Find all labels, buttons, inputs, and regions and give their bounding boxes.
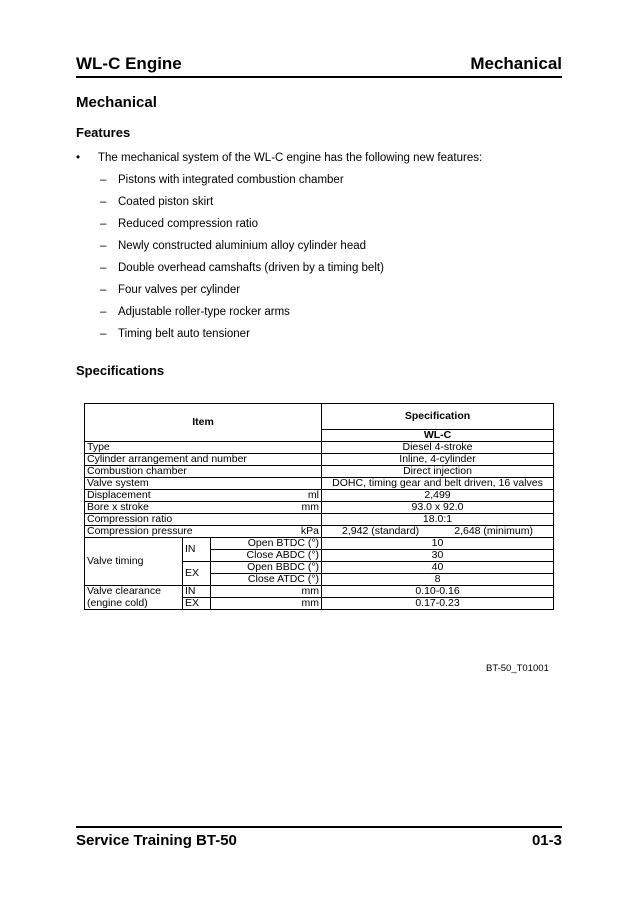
table-header-row <box>85 404 554 430</box>
col-spec-header: Specification <box>322 404 554 430</box>
page-number: 01-3 <box>531 832 562 849</box>
page-header <box>76 52 562 78</box>
list-item: – Adjustable roller-type rocker arms <box>100 306 290 318</box>
table-row: Compression pressure kPa 2,942 (standard) 2,648 (minimum) <box>85 526 554 538</box>
table-row: Valve timing IN Open BTDC (°) 10 <box>85 538 554 550</box>
table-id: BT-50_T01001 <box>486 663 549 674</box>
dash-icon: – <box>100 328 107 340</box>
features-heading: Features <box>76 125 131 140</box>
list-item: – Four valves per cylinder <box>100 284 241 296</box>
dash-icon: – <box>100 240 107 252</box>
unit: mm <box>211 598 322 610</box>
dash-icon: – <box>100 262 107 274</box>
dash-icon: – <box>100 306 107 318</box>
table-row: Valve clearance IN mm 0.10-0.16 <box>85 586 554 598</box>
table-row: Valve system DOHC, timing gear and belt driven, 16 valves <box>85 478 554 490</box>
table-row: Close ATDC (°) 8 <box>85 574 554 586</box>
page-footer <box>76 826 562 849</box>
col-variant-header: WL-C <box>322 430 554 442</box>
dash-icon: – <box>100 284 107 296</box>
specifications-heading: Specifications <box>76 363 165 378</box>
table-row: (engine cold) EX mm 0.17-0.23 <box>85 598 554 610</box>
table-row: Type Diesel 4-stroke <box>85 442 554 454</box>
unit: mm <box>211 502 322 514</box>
list-item: – Pistons with integrated combustion chamber <box>100 174 344 186</box>
valve-timing-label: Valve timing <box>85 538 183 586</box>
table-row: Compression ratio 18.0:1 <box>85 514 554 526</box>
features-intro <box>76 152 482 164</box>
bullet-icon: • <box>76 152 81 164</box>
header-title: WL-C Engine <box>76 54 182 73</box>
header-chapter: Mechanical <box>470 54 562 73</box>
dash-icon: – <box>100 196 107 208</box>
unit: ml <box>211 490 322 502</box>
list-item: – Double overhead camshafts (driven by a timing belt) <box>100 262 384 274</box>
list-item: – Newly constructed aluminium alloy cylinder head <box>100 240 367 252</box>
unit: kPa <box>211 526 322 538</box>
footer-title: Service Training BT-50 <box>76 832 237 849</box>
list-item: – Timing belt auto tensioner <box>100 328 250 340</box>
pressure-minimum: 2,648 (minimum) <box>454 525 534 537</box>
dash-icon: – <box>100 174 107 186</box>
specifications-table <box>84 403 554 610</box>
table-row: Cylinder arrangement and number Inline, 4-cylinder <box>85 454 554 466</box>
features-intro-text: The mechanical system of the WL-C engine has the following new features: <box>98 152 483 164</box>
dash-icon: – <box>100 218 107 230</box>
list-item: – Reduced compression ratio <box>100 218 258 230</box>
table-row: EX Open BBDC (°) 40 <box>85 562 554 574</box>
pressure-standard: 2,942 (standard) <box>342 525 420 537</box>
table-row: Combustion chamber Direct injection <box>85 466 554 478</box>
section-title: Mechanical <box>76 94 157 111</box>
list-item: – Coated piston skirt <box>100 196 214 208</box>
table-row: Displacement ml 2,499 <box>85 490 554 502</box>
table-row: Close ABDC (°) 30 <box>85 550 554 562</box>
table-row: Bore x stroke mm 93.0 x 92.0 <box>85 502 554 514</box>
col-item-header: Item <box>85 404 322 442</box>
features-list <box>100 174 384 350</box>
unit: mm <box>211 586 322 598</box>
